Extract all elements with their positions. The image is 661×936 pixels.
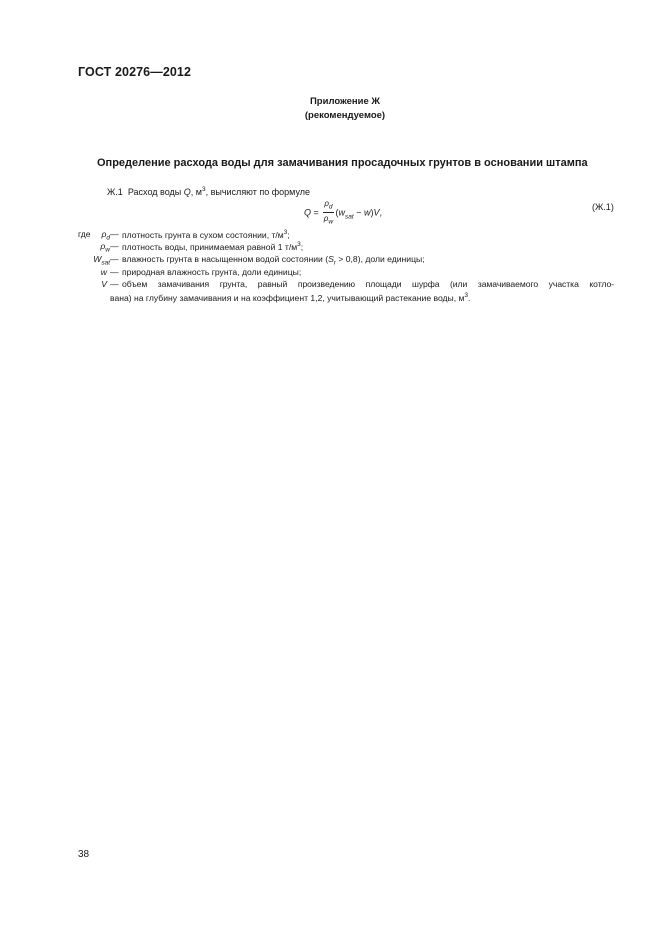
formula-w-sat: w	[338, 207, 346, 218]
definition-dash: —	[110, 229, 119, 239]
paragraph-unit-exp: 3	[201, 186, 206, 193]
definition-dash: —	[110, 254, 119, 264]
definition-text: плотность грунта в сухом состоянии, $т/м^3$;	[122, 229, 290, 240]
formula-lhs: Q	[304, 207, 312, 218]
formula-number: (Ж.1)	[592, 202, 614, 212]
paragraph-text-suffix: , вычисляют по формуле	[205, 187, 311, 197]
appendix-status: (рекомендуемое)	[304, 110, 386, 121]
paragraph-text-prefix: Расход воды	[127, 187, 182, 197]
paragraph-number: Ж.1	[107, 187, 123, 197]
formula-eq: =	[313, 207, 319, 218]
paragraph-zh1	[107, 186, 310, 197]
definition-text: природная влажность грунта, доли единицы;	[122, 267, 302, 277]
formula-denominator: $\rho_w$	[323, 214, 334, 226]
definition-text: вана) на глубину замачивания и на коэффициент 1,2, учитывающий растекание воды, $м^3$.	[110, 292, 471, 303]
standard-designation: ГОСТ 20276—2012	[78, 65, 192, 79]
page-number: 38	[78, 849, 90, 860]
definition-text: плотность воды, принимаемая равной 1 $т/м^3$;	[122, 241, 304, 252]
definition-where: где	[78, 229, 91, 239]
definition-symbol: $W_{sat}$	[93, 254, 110, 267]
appendix-title: Приложение Ж	[309, 96, 381, 107]
definition-symbol: $\rho_d$	[101, 229, 110, 242]
formula-close-paren: )	[370, 207, 374, 218]
definition-dash: —	[110, 279, 119, 289]
paragraph-unit: , м	[190, 187, 202, 197]
formula-w-sat-sub: sat	[345, 213, 354, 221]
formula-zh1	[304, 200, 382, 226]
definition-text: влажность грунта в насыщенном водой состоянии $(S_r > 0,8)$, доли единицы;	[122, 254, 425, 267]
definition-text: объем замачивания грунта, равный произведению площади шурфа (или замачиваемого участка котло-	[122, 279, 614, 289]
definition-dash: —	[110, 241, 119, 251]
paragraph-var-q: Q	[183, 187, 191, 197]
definition-symbol: V	[101, 279, 107, 289]
definition-symbol: w	[100, 267, 107, 277]
definition-dash: —	[110, 267, 119, 277]
formula-w: w	[364, 207, 371, 218]
formula-numerator: $\rho_d$	[323, 200, 333, 213]
section-title: Определение расхода воды для замачивания просадочных грунтов в основании штампа	[97, 157, 588, 169]
formula-v: V	[373, 207, 380, 218]
definition-symbol: $\rho_w$	[100, 241, 110, 254]
formula-fraction	[323, 200, 333, 226]
formula-comma: ,	[379, 207, 383, 218]
formula-open-paren: (	[335, 207, 339, 218]
formula-minus: −	[356, 207, 362, 218]
